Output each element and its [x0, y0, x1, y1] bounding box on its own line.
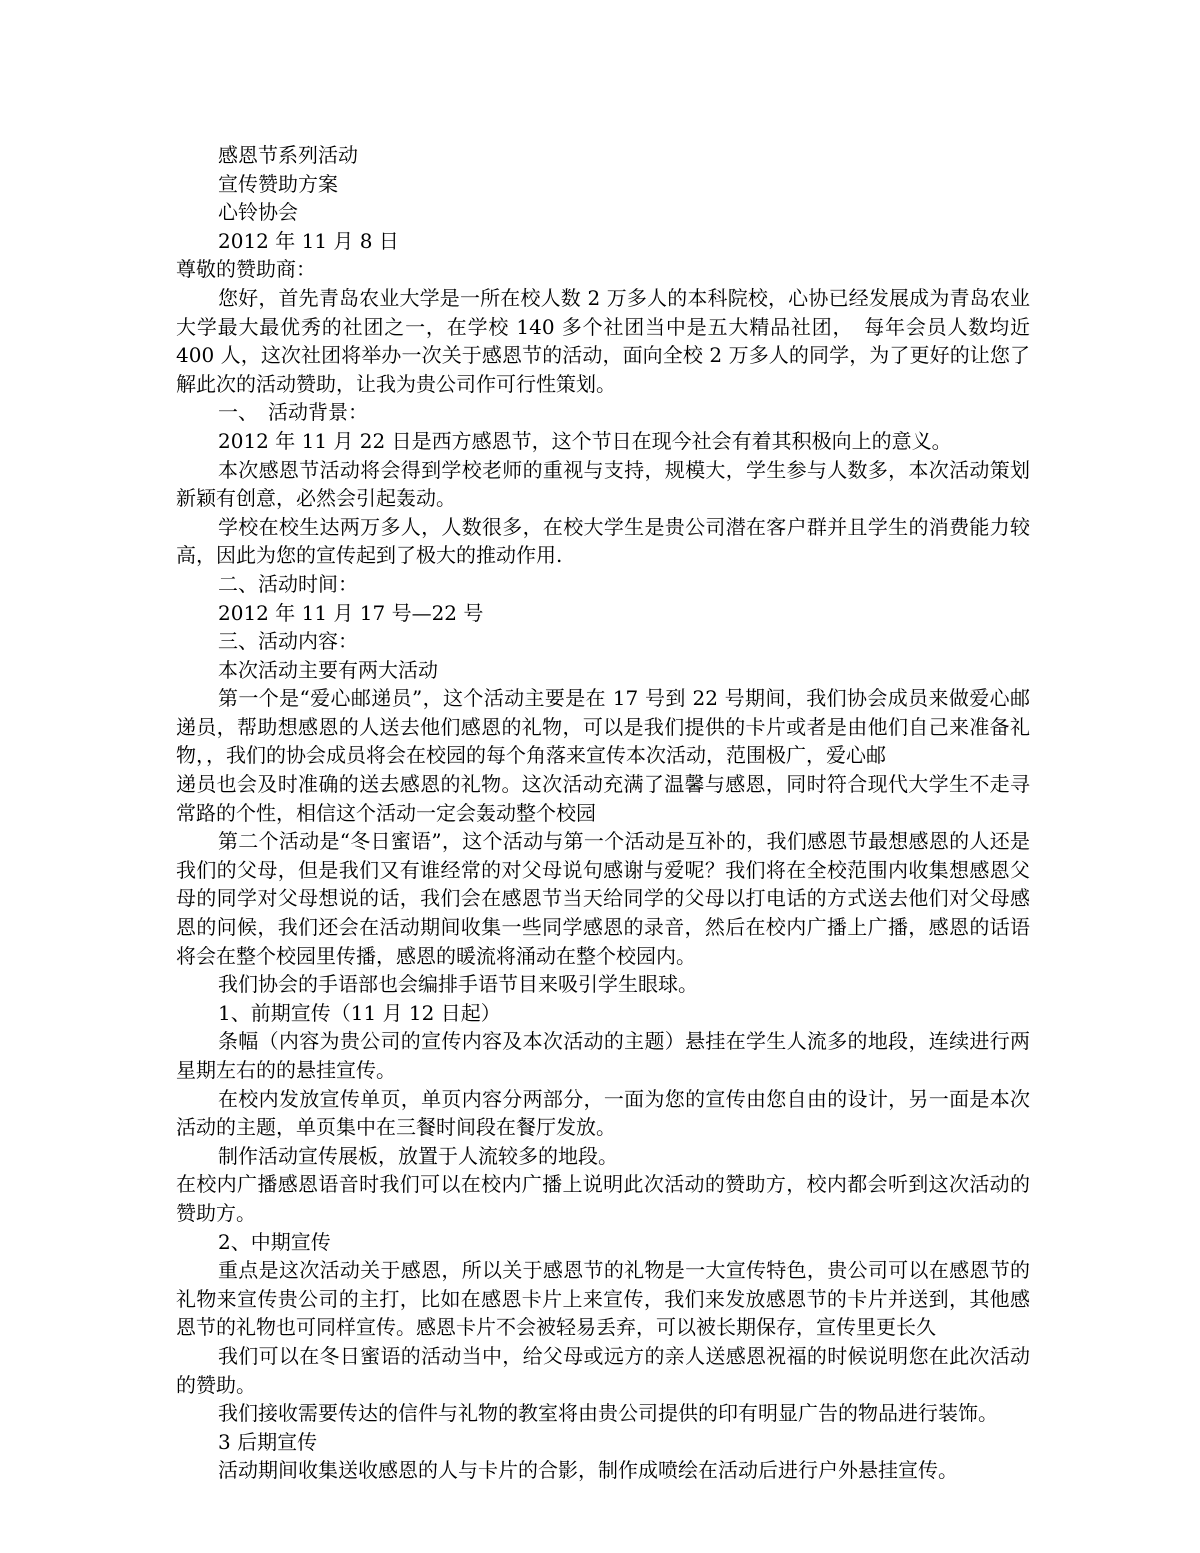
background-paragraph: 本次感恩节活动将会得到学校老师的重视与支持，规模大，学生参与人数多，本次活动策划新颖有创意，必然会引起轰动。	[176, 457, 1030, 511]
phase3-paragraph: 活动期间收集送收感恩的人与卡片的合影，制作成喷绘在活动后进行户外悬挂宣传。	[218, 1458, 958, 1483]
phase2-paragraph: 重点是这次活动关于感恩，所以关于感恩节的礼物是一大宣传特色，贵公司可以在感恩节的礼物来宣传贵公司的主打，比如在感恩卡片上来宣传，我们来发放感恩节的卡片并送到，其他感恩节的礼物也可同样宣传。感恩卡片不会被轻易丢弃，可以被长期保存，宣传里更长久	[176, 1258, 1030, 1340]
activity1-paragraph: 第一个是“爱心邮递员”，这个活动主要是在 17 号到 22 号期间，我们协会成员来做爱心邮递员，帮助想感恩的人送去他们感恩的礼物，可以是我们提供的卡片或者是由他们自己来准备礼物，，我们的协会成员将会在校园的每个角落来宣传本次活动，范围极广，爱心邮	[176, 686, 1030, 768]
section-heading-background: 一、 活动背景：	[218, 400, 368, 425]
sign-language-paragraph: 我们协会的手语部也会编排手语节目来吸引学生眼球。	[218, 972, 698, 997]
phase2-paragraph: 我们接收需要传达的信件与礼物的教室将由贵公司提供的印有明显广告的物品进行装饰。	[218, 1401, 998, 1426]
document-subtitle: 宣传赞助方案	[218, 171, 338, 196]
section-heading-time: 二、活动时间：	[218, 571, 358, 596]
intro-paragraph: 您好，首先青岛农业大学是一所在校人数 2 万多人的本科院校，心协已经发展成为青岛农业大学最大最优秀的社团之一，在学校 140 多个社团当中是五大精品社团， 每年会员人数均近 400 人，这次社团将举办一次关于感恩节的活动，面向全校 2 万多人的同学，为了更好的让您了解此次的活动赞助，让我为贵公司作可行性策划。	[176, 285, 1030, 396]
activity2-paragraph: 第二个活动是“冬日蜜语”，这个活动与第一个活动是互补的，我们感恩节最想感恩的人还是我们的父母，但是我们又有谁经常的对父母说句感谢与爱呢？我们将在全校范围内收集想感恩父母的同学对父母想说的话，我们会在感恩节当天给同学的父母以打电话的方式送去他们对父母感恩的问候，我们还会在活动期间收集一些同学感恩的录音，然后在校内广播上广播，感恩的话语将会在整个校园里传播，感恩的暖流将涌动在整个校园内。	[176, 829, 1030, 968]
background-paragraph: 2012 年 11 月 22 日是西方感恩节，这个节日在现今社会有着其积极向上的意义。	[218, 428, 952, 453]
phase3-heading: 3 后期宣传	[218, 1429, 318, 1454]
phase1-paragraph: 制作活动宣传展板，放置于人流较多的地段。	[218, 1143, 618, 1168]
document-title: 感恩节系列活动	[218, 143, 358, 167]
organization-name: 心铃协会	[218, 200, 298, 225]
activity1-continuation: 递员也会及时准确的送去感恩的礼物。这次活动充满了温馨与感恩，同时符合现代大学生不走寻常路的个性，相信这个活动一定会轰动整个校园	[176, 772, 1030, 825]
phase2-paragraph: 我们可以在冬日蜜语的活动当中，给父母或远方的亲人送感恩祝福的时候说明您在此次活动的赞助。	[176, 1343, 1030, 1397]
salutation: 尊敬的赞助商：	[176, 257, 316, 282]
phase1-broadcast-paragraph: 在校内广播感恩语音时我们可以在校内广播上说明此次活动的赞助方，校内都会听到这次活动的赞助方。	[176, 1172, 1030, 1225]
document-date: 2012 年 11 月 8 日	[218, 228, 399, 253]
time-paragraph: 2012 年 11 月 17 号—22 号	[218, 600, 484, 625]
phase2-heading: 2、中期宣传	[218, 1229, 331, 1254]
background-paragraph: 学校在校生达两万多人，人数很多，在校大学生是贵公司潜在客户群并且学生的消费能力较高，因此为您的宣传起到了极大的推动作用.	[176, 514, 1030, 568]
content-intro: 本次活动主要有两大活动	[218, 657, 438, 682]
phase1-paragraph: 在校内发放宣传单页，单页内容分两部分，一面为您的宣传由您自由的设计，另一面是本次活动的主题，单页集中在三餐时间段在餐厅发放。	[176, 1086, 1030, 1140]
phase1-paragraph: 条幅（内容为贵公司的宣传内容及本次活动的主题）悬挂在学生人流多的地段，连续进行两星期左右的的悬挂宣传。	[176, 1029, 1030, 1082]
section-heading-content: 三、活动内容：	[218, 629, 358, 654]
document-body	[176, 141, 1030, 1485]
phase1-heading: 1、前期宣传（11 月 12 日起）	[218, 1000, 501, 1025]
